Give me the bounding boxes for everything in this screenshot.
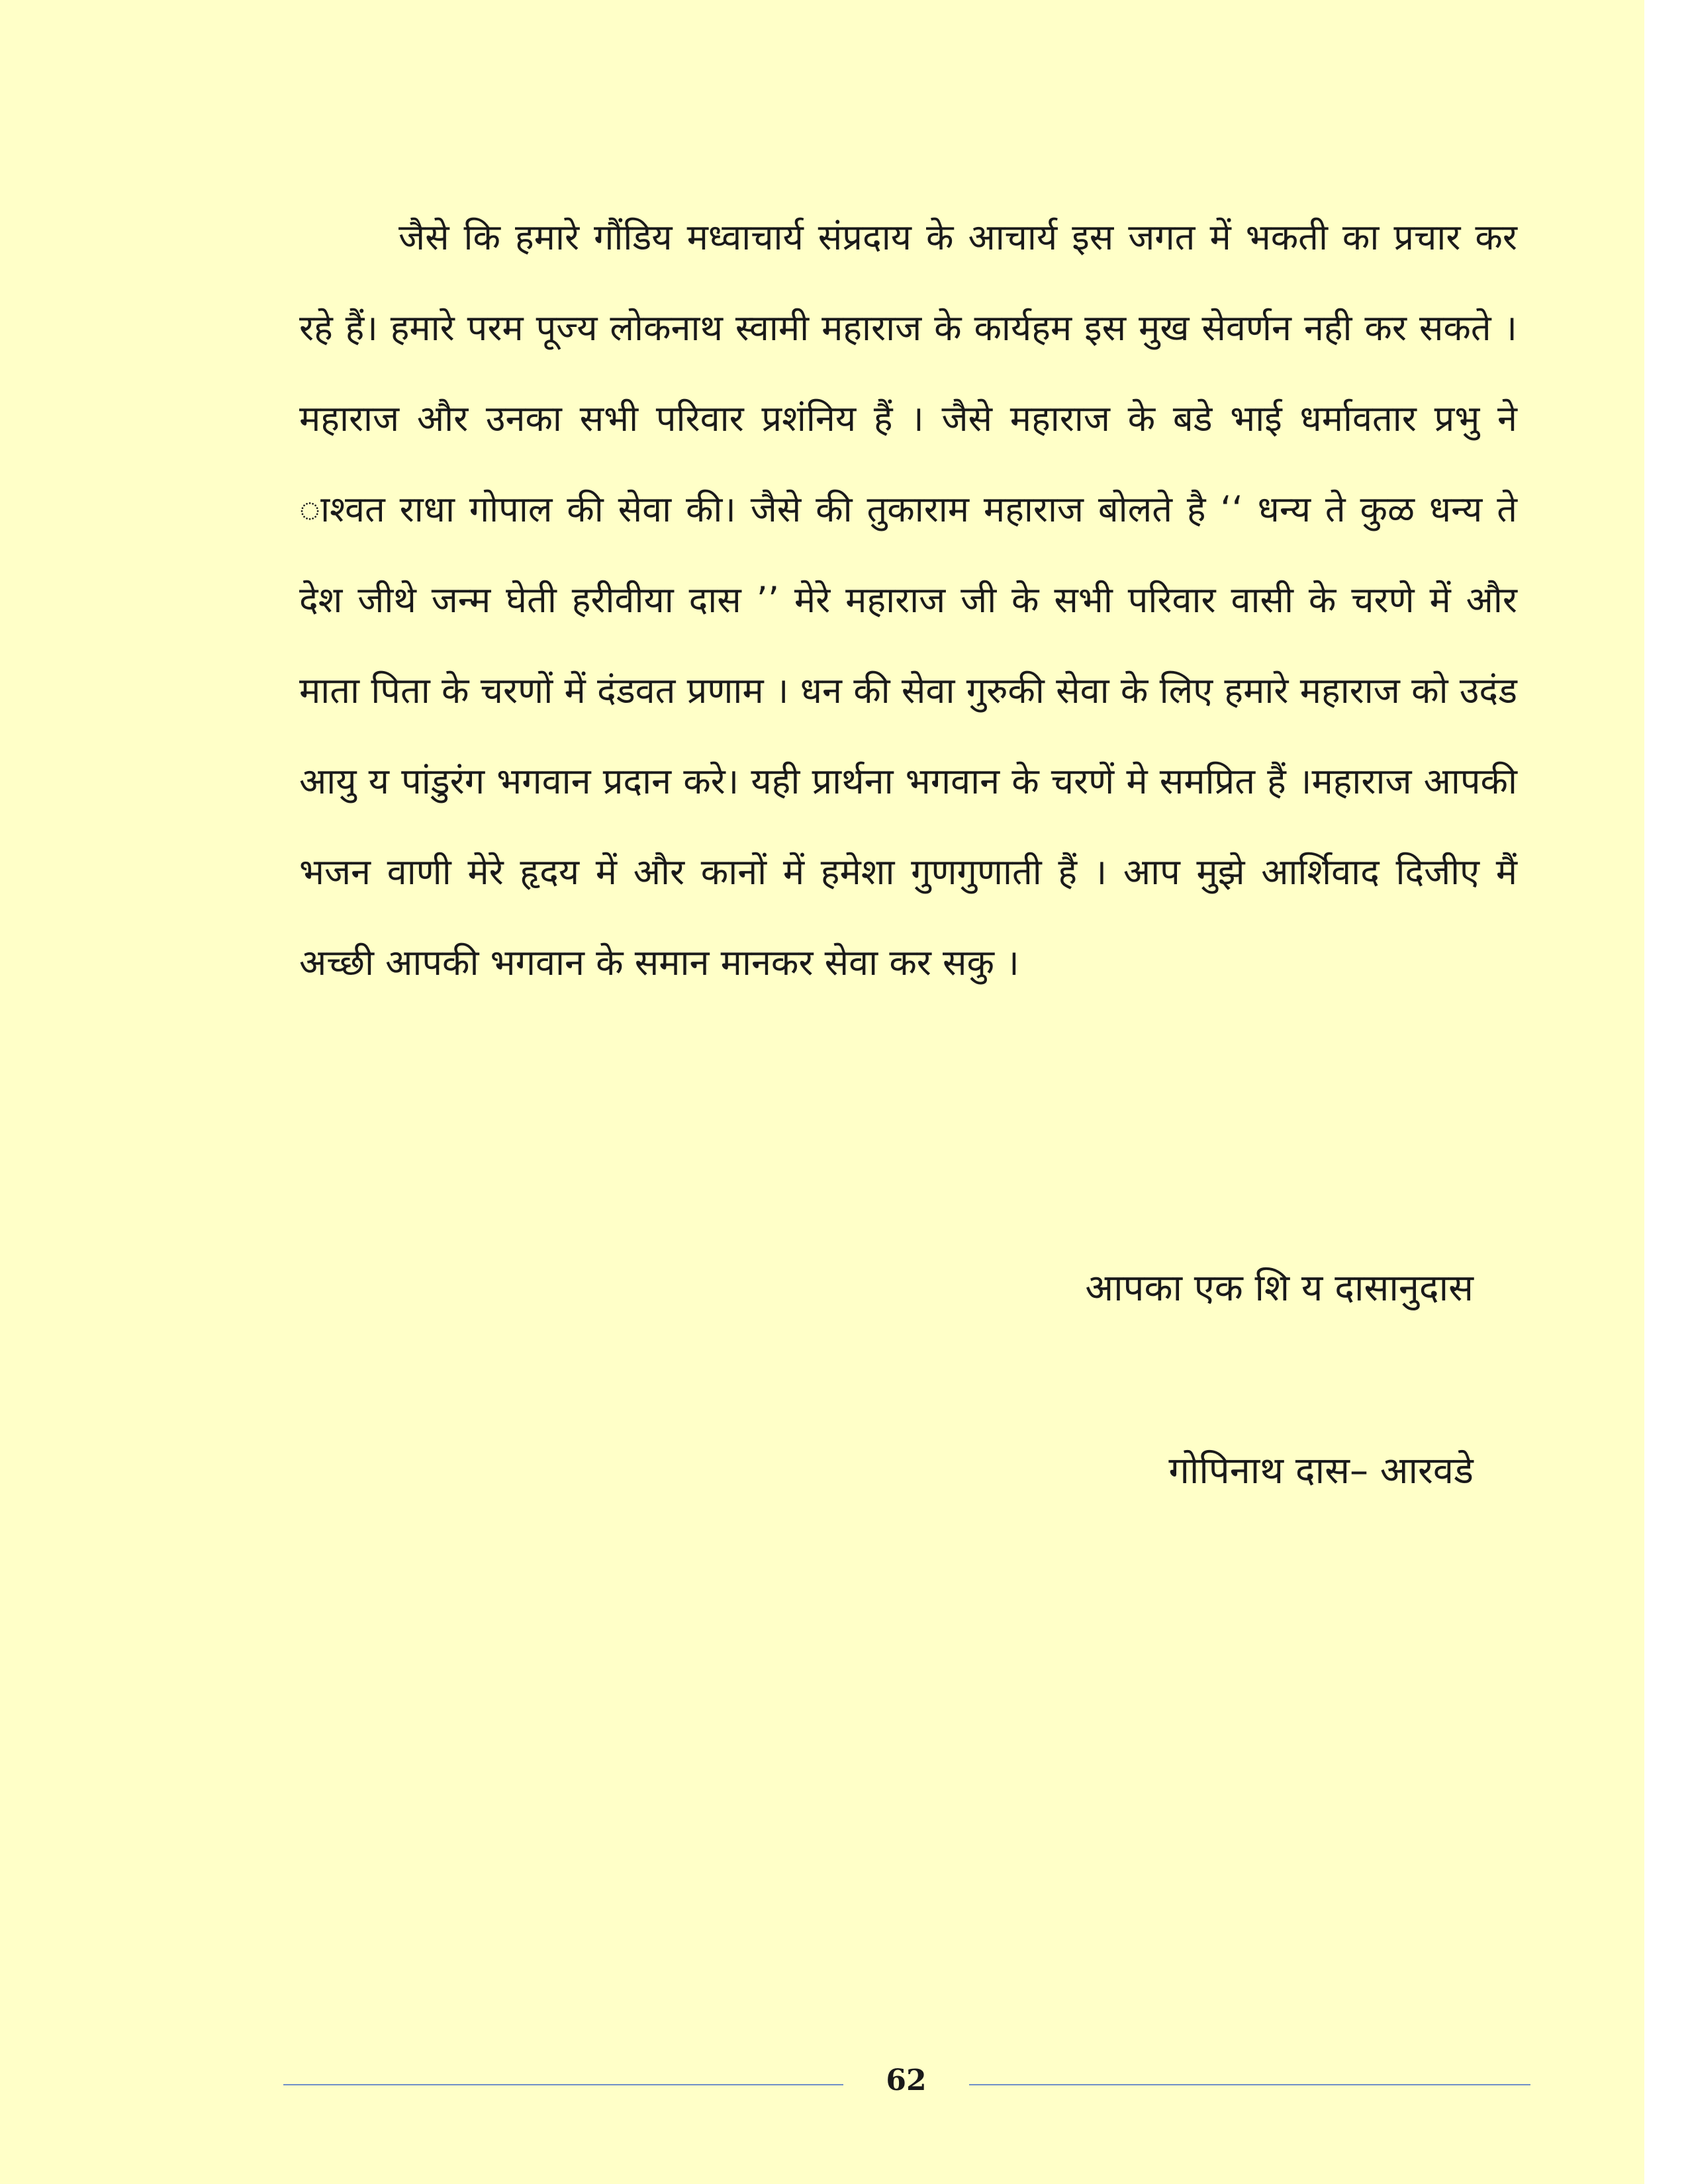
page-number: 62: [886, 2064, 927, 2097]
body-paragraph: जैसे कि हमारे गौंडिय मध्वाचार्य संप्रदाय के आचार्य इस जगत में भकती का प्रचार कर रहे हैं। हमारे परम पूज्य लोकनाथ स्वामी महाराज के कार्यहम इस मुख सेवर्णन नही कर सकते । महाराज और उनका सभी परिवार प्रशंनिय हैं । जैसे महाराज के बडे भाई धर्मावतार प्रभु ने ाश्वत राधा गोपाल की सेवा की। जैसे की तुकाराम महाराज बोलते है ‘‘ धन्य ते कुळ धन्य ते देश जीथे जन्म घेती हरीवीया दास ’’ मेरे महाराज जी के सभी परिवार वासी के चरणे में और माता पिता के चरणों में दंडवत प्रणाम । धन की सेवा गुरुकी सेवा के लिए हमारे महाराज को उदंड आयु य पांडुरंग भगवान प्रदान करे। यही प्रार्थना भगवान के चरणें मे समप्रित हैं ।महाराज आपकी भजन वाणी मेरे हृदय में और कानों में हमेशा गुणगुणाती हैं । आप मुझे आर्शिवाद दिजीए मैं अच्छी आपकी भगवान के समान मानकर सेवा कर सकु ।: [299, 216, 1517, 983]
signature-name: गोपिनाथ दास– आरवडे: [1168, 1449, 1474, 1492]
signature-salutation: आपका एक शि य दासानुदास: [1085, 1267, 1474, 1310]
footer-rule-left: [283, 2084, 843, 2085]
footer-rule-right: [969, 2084, 1530, 2085]
page-margin-edge: [1644, 0, 1688, 2184]
